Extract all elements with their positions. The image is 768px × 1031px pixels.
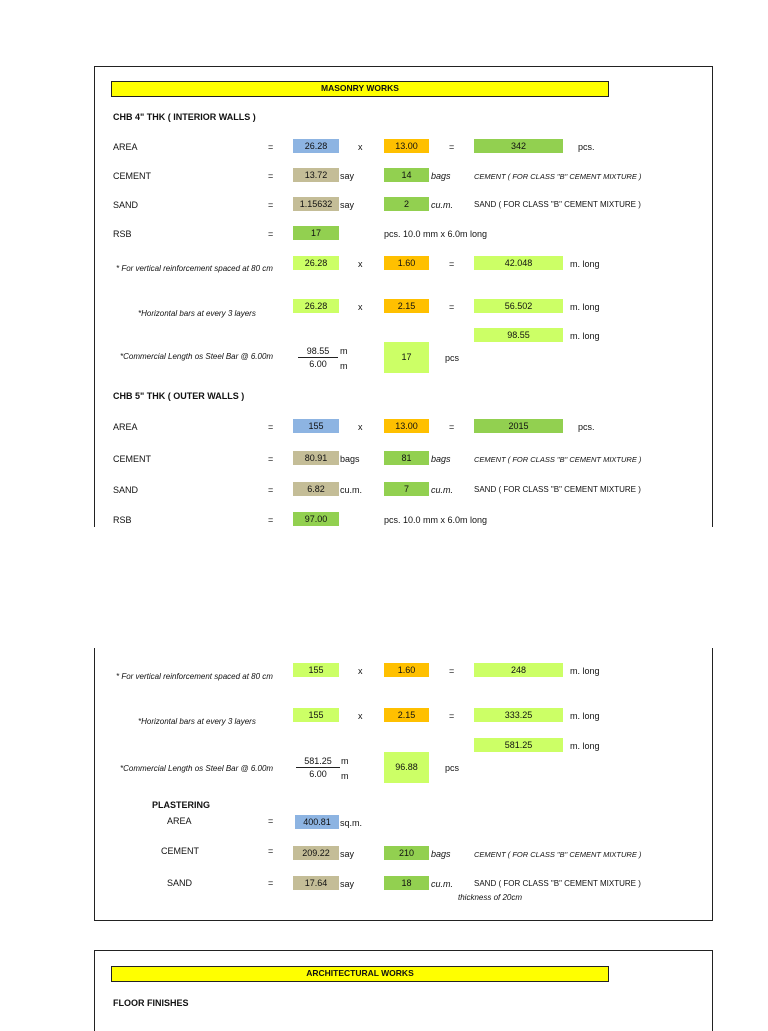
- numerator-unit: m: [340, 346, 348, 356]
- chb5-cement-unit: bags: [431, 454, 451, 464]
- architectural-banner: ARCHITECTURAL WORKS: [111, 966, 609, 982]
- numerator-unit: m: [341, 756, 349, 766]
- chb5-cement-result: 81: [384, 451, 429, 465]
- chb4-sand-note: SAND ( FOR CLASS "B" CEMENT MIXTURE ): [474, 200, 641, 209]
- equals-sign: =: [268, 142, 274, 152]
- denominator-unit: m: [341, 771, 349, 781]
- equals-sign: =: [449, 666, 455, 676]
- chb4-area-label: AREA: [113, 142, 138, 152]
- chb5-vertical-unit: m. long: [570, 666, 600, 676]
- chb4-sand-unit: cu.m.: [431, 200, 454, 210]
- chb5-commercial-unit: pcs: [445, 763, 460, 773]
- chb5-sand-note: SAND ( FOR CLASS "B" CEMENT MIXTURE ): [474, 485, 641, 494]
- chb4-horizontal-label: *Horizontal bars at every 3 layers: [138, 309, 256, 318]
- chb4-horizontal-factor: 2.15: [384, 299, 429, 313]
- chb4-area-result: 342: [474, 139, 563, 153]
- times-sign: x: [358, 422, 363, 432]
- chb5-commercial-label: *Commercial Length os Steel Bar @ 6.00m: [120, 764, 274, 773]
- chb5-horizontal-result: 333.25: [474, 708, 563, 722]
- chb5-vertical-value: 155: [293, 663, 339, 677]
- floor-finishes-title: FLOOR FINISHES: [113, 998, 189, 1008]
- fraction-denominator: 6.00: [309, 359, 327, 369]
- equals-sign: =: [268, 515, 274, 525]
- equals-sign: =: [268, 846, 274, 856]
- chb4-title: CHB 4" THK ( INTERIOR WALLS ): [113, 112, 256, 122]
- chb5-title: CHB 5" THK ( OUTER WALLS ): [113, 391, 245, 401]
- chb4-horizontal-unit: m. long: [570, 302, 600, 312]
- masonry-banner: MASONRY WORKS: [111, 81, 609, 97]
- chb4-cement-value: 13.72: [293, 168, 339, 182]
- chb4-rsb-note: pcs. 10.0 mm x 6.0m long: [384, 229, 488, 239]
- chb5-commercial-fraction: [296, 755, 340, 780]
- chb5-total-unit: m. long: [570, 741, 600, 751]
- times-sign: x: [358, 302, 363, 312]
- equals-sign: =: [268, 485, 274, 495]
- chb4-sand-label: SAND: [113, 200, 139, 210]
- plastering-sand-result: 18: [384, 876, 429, 890]
- times-sign: x: [358, 666, 363, 676]
- chb5-horizontal-unit: m. long: [570, 711, 600, 721]
- fraction-numerator: 98.55: [298, 345, 338, 358]
- chb4-area-value: 26.28: [293, 139, 339, 153]
- chb5-area-unit: pcs.: [578, 422, 595, 432]
- chb4-rsb-value: 17: [293, 226, 339, 240]
- chb5-sand-label: SAND: [113, 485, 139, 495]
- plastering-area-unit: sq.m.: [340, 818, 363, 828]
- chb4-vertical-label: * For vertical reinforcement spaced at 80 cm: [116, 264, 273, 273]
- chb4-vertical-value: 26.28: [293, 256, 339, 270]
- chb5-rsb-note: pcs. 10.0 mm x 6.0m long: [384, 515, 488, 525]
- equals-sign: =: [449, 142, 455, 152]
- denominator-unit: m: [340, 361, 348, 371]
- chb5-total-result: 581.25: [474, 738, 563, 752]
- chb4-vertical-unit: m. long: [570, 259, 600, 269]
- say-label: say: [340, 171, 355, 181]
- equals-sign: =: [449, 259, 455, 269]
- plastering-cement-label: CEMENT: [161, 846, 199, 856]
- chb4-cement-label: CEMENT: [113, 171, 151, 181]
- chb4-rsb-label: RSB: [113, 229, 132, 239]
- chb5-vertical-factor: 1.60: [384, 663, 429, 677]
- plastering-area-value: 400.81: [295, 815, 339, 829]
- chb5-cement-label: CEMENT: [113, 454, 151, 464]
- chb4-area-factor: 13.00: [384, 139, 429, 153]
- chb4-sand-value: 1.15632: [293, 197, 339, 211]
- chb4-commercial-label: *Commercial Length os Steel Bar @ 6.00m: [120, 352, 274, 361]
- chb5-horizontal-value: 155: [293, 708, 339, 722]
- plastering-area-label: AREA: [167, 816, 192, 826]
- times-sign: x: [358, 711, 363, 721]
- equals-sign: =: [449, 422, 455, 432]
- fraction-denominator: 6.00: [309, 769, 327, 779]
- chb5-sand-say: cu.m.: [340, 485, 363, 495]
- equals-sign: =: [268, 171, 274, 181]
- chb5-area-label: AREA: [113, 422, 138, 432]
- chb5-commercial-result: 96.88: [384, 752, 429, 783]
- chb4-commercial-result: 17: [384, 342, 429, 373]
- plastering-cement-note: CEMENT ( FOR CLASS "B" CEMENT MIXTURE ): [474, 850, 642, 859]
- plastering-cement-result: 210: [384, 846, 429, 860]
- chb4-sand-result: 2: [384, 197, 429, 211]
- chb5-sand-unit: cu.m.: [431, 485, 454, 495]
- equals-sign: =: [449, 302, 455, 312]
- chb4-commercial-fraction: [298, 345, 338, 370]
- chb5-sand-result: 7: [384, 482, 429, 496]
- chb5-horizontal-label: *Horizontal bars at every 3 layers: [138, 717, 256, 726]
- chb4-total-result: 98.55: [474, 328, 563, 342]
- chb5-rsb-value: 97.00: [293, 512, 339, 526]
- chb5-area-result: 2015: [474, 419, 563, 433]
- equals-sign: =: [449, 711, 455, 721]
- chb5-cement-say: bags: [340, 454, 360, 464]
- chb4-vertical-factor: 1.60: [384, 256, 429, 270]
- chb4-commercial-unit: pcs: [445, 353, 460, 363]
- chb5-vertical-label: * For vertical reinforcement spaced at 80 cm: [116, 672, 273, 681]
- chb5-area-factor: 13.00: [384, 419, 429, 433]
- chb5-cement-note: CEMENT ( FOR CLASS "B" CEMENT MIXTURE ): [474, 455, 642, 464]
- say-label: say: [340, 849, 355, 859]
- equals-sign: =: [268, 816, 274, 826]
- plastering-cement-unit: bags: [431, 849, 451, 859]
- chb4-cement-unit: bags: [431, 171, 451, 181]
- times-sign: x: [358, 142, 363, 152]
- plastering-sand-label: SAND: [167, 878, 193, 888]
- chb4-horizontal-result: 56.502: [474, 299, 563, 313]
- equals-sign: =: [268, 200, 274, 210]
- plastering-title: PLASTERING: [152, 800, 211, 810]
- chb5-rsb-label: RSB: [113, 515, 132, 525]
- equals-sign: =: [268, 229, 274, 239]
- chb5-cement-value: 80.91: [293, 451, 339, 465]
- plastering-sand-unit: cu.m.: [431, 879, 454, 889]
- chb5-horizontal-factor: 2.15: [384, 708, 429, 722]
- chb4-area-unit: pcs.: [578, 142, 595, 152]
- plastering-thickness-note: thickness of 20cm: [458, 893, 523, 902]
- chb4-cement-note: CEMENT ( FOR CLASS "B" CEMENT MIXTURE ): [474, 172, 642, 181]
- chb4-horizontal-value: 26.28: [293, 299, 339, 313]
- plastering-sand-note: SAND ( FOR CLASS "B" CEMENT MIXTURE ): [474, 879, 641, 888]
- chb4-cement-result: 14: [384, 168, 429, 182]
- chb5-area-value: 155: [293, 419, 339, 433]
- equals-sign: =: [268, 422, 274, 432]
- chb5-sand-value: 6.82: [293, 482, 339, 496]
- say-label: say: [340, 879, 355, 889]
- equals-sign: =: [268, 878, 274, 888]
- times-sign: x: [358, 259, 363, 269]
- plastering-sand-value: 17.64: [293, 876, 339, 890]
- chb5-vertical-result: 248: [474, 663, 563, 677]
- chb4-vertical-result: 42.048: [474, 256, 563, 270]
- plastering-cement-value: 209.22: [293, 846, 339, 860]
- chb4-total-unit: m. long: [570, 331, 600, 341]
- equals-sign: =: [268, 454, 274, 464]
- fraction-numerator: 581.25: [296, 755, 340, 768]
- say-label: say: [340, 200, 355, 210]
- page-3-frame: [94, 950, 713, 1031]
